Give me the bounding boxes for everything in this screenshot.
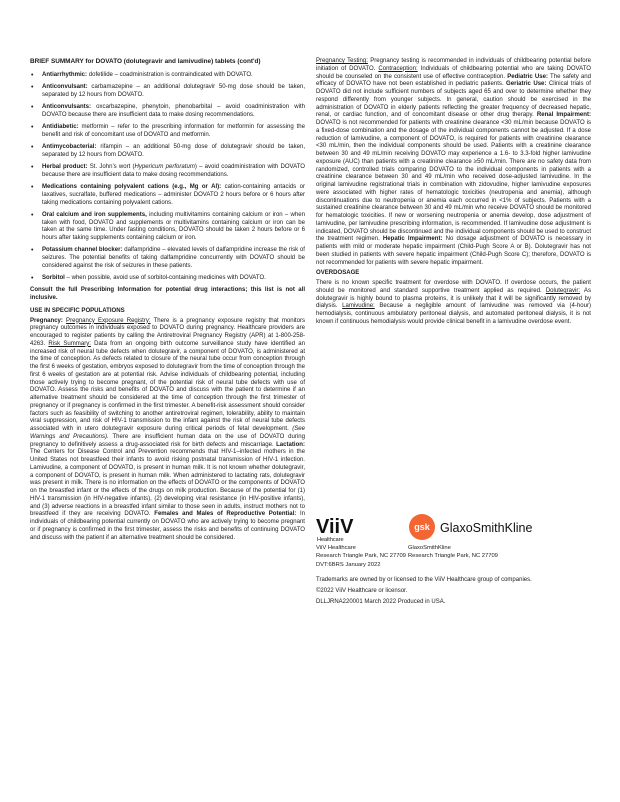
list-item — [30, 275, 305, 283]
geriatric-text: Clinical trials of DOVATO did not include sufficient numbers of subjects aged 65 and over to determine whether they respond differently from younger subjects. In general, caution should be exercised in the administration of DOVATO in elderly patients reflecting the greater frequency of decreased hepatic, renal, or cardiac function, and of concomitant disease or other drug therapy. — [316, 81, 591, 119]
gsk-address-line2: Research Triangle Park, NC 27709 — [408, 553, 498, 559]
item-name: Medications containing polyvalent cations (e.g., Mg or Al): — [42, 184, 222, 190]
item-name: Potassium channel blocker: — [42, 247, 123, 254]
risk-italic: (See Warnings and Precautions). — [30, 426, 305, 440]
viiv-logo-text: ViiV — [316, 516, 354, 538]
overdosage-heading: OVERDOSAGE — [316, 270, 360, 277]
legal-footer — [316, 575, 596, 608]
summary-title: BRIEF SUMMARY for DOVATO (dolutegravir and lamivudine) tablets — [30, 58, 236, 65]
risk-text: Data from an ongoing birth outcome surveillance study have identified an increased risk of neural tube defects when dolutegravir, a component of DOVATO, is administered at the time of conception. As defects related to closure of the neural tube occur from conception through the first 6 weeks of gestation, embryos exposed to dolutegravir from the time of conception through the first 6 weeks of gestation are at potential risk. Advise individuals of childbearing potential, including those actively trying to become pregnant, of the potential risk of neural tube defects with use of DOVATO. Assess the risks and benefits of DOVATO and discuss with the patient to determine if an alternative treatment should be considered at the time of conception through the first trimester of pregnancy or if pregnancy is confirmed in the first trimester. A benefit-risk assessment should consider factors such as feasibility of switching to another antiretroviral regimen, tolerability, ability to maintain viral suppression, and risk of HIV-1 transmission to the infant against the risk of neural tube defects associated with in utero dolutegravir exposure during critical periods of fetal development. — [30, 340, 305, 432]
pediatric-text: The safety and efficacy of DOVATO have not been established in pediatric patients. — [316, 73, 591, 88]
item-name: Sorbitol — [42, 275, 65, 281]
gsk-address — [408, 544, 528, 560]
list-item — [30, 212, 305, 243]
hepatic-label: Hepatic Impairment: — [382, 236, 443, 243]
summary-header — [30, 58, 305, 66]
list-item — [30, 124, 305, 140]
preg-testing-label: Pregnancy Testing: — [316, 58, 368, 64]
renal-text: DOVATO is not recommended for patients with creatinine clearance <30 mL/min because DOVATO is a fixed-dose combination and the dosage of the individual components cannot be adjusted. If a dose reduction of lamivudine, a component of DOVATO, is required for patients with creatinine clearance <30 mL/min, then the individual components should be used. Patients with a creatinine clearance between 30 and 49 mL/min receiving DOVATO may experience a 1.6- to 3.3-fold higher lamivudine exposure (AUC) than patients with a creatinine clearance ≥50 mL/min. There are no safety data from randomized, controlled trials comparing DOVATO to the individual components in patients with a creatinine clearance between 30 and 49 mL/min who received dose-adjusted lamivudine. In the original lamivudine registrational trials in combination with zidovudine, higher lamivudine exposures were associated with higher rates of hematologic toxicities (neutropenia and anemia), although discontinuations due to neutropenia or anemia each occurred in <1% of subjects. Patients with a sustained creatinine clearance between 30 and 49 mL/min who receive DOVATO should be monitored for hematologic toxicities. If new or worsening neutropenia or anemia develop, dose adjustment of lamivudine, per lamivudine prescribing information, is recommended. If lamivudine dose adjustment is indicated, DOVATO should be discontinued and the individual components should be used to construct the treatment regimen. — [316, 120, 591, 243]
item-text: rifampin – an additional 50-mg dose of dolutegravir should be taken, separated by 12 hours from DOVATO. — [42, 144, 305, 158]
item-text-pre: St. John’s wort ( — [89, 164, 135, 170]
item-name: Antiarrhythmic: — [42, 71, 88, 78]
viiv-logo — [316, 514, 386, 544]
list-item — [30, 84, 305, 100]
gsk-logo — [408, 514, 588, 542]
left-column — [30, 58, 305, 542]
contraception-text: Individuals of childbearing potential who are taking DOVATO should be counseled on the consistent use of effective contraception. — [316, 65, 591, 80]
registry-label: Pregnancy Exposure Registry: — [66, 317, 151, 324]
list-item — [30, 104, 305, 120]
item-name: Oral calcium and iron supplements, — [42, 211, 147, 218]
gsk-logo-name: GlaxoSmithKline — [440, 521, 533, 535]
item-text: cation-containing antacids or laxatives, sucralfate, buffered medications – administer DOVATO 2 hours before or 6 hours after taking medications containing polyvalent cations. — [42, 184, 305, 206]
item-text: dalfampridine – elevated levels of dalfampridine increase the risk of seizures. The potential benefits of taking dalfampridine concurrently with DOVATO should be considered against the risk of seizures in these patients. — [42, 247, 305, 269]
item-text: including multivitamins containing calcium or iron – when taken with food, DOVATO and supplements or multivitamins containing calcium or iron can be taken at the same time. Under fasting conditions, DOVATO should be taken 2 hours before or 6 hours after taking supplements containing calcium or iron. — [42, 211, 305, 241]
job-code-text: DLLJRNA220001 March 2022 Produced in USA. — [316, 599, 446, 605]
item-text: carbamazepine – an additional dolutegravir 50-mg dose should be taken, separated by 12 hours from DOVATO. — [42, 84, 305, 98]
risk-label: Risk Summary: — [48, 340, 91, 347]
interaction-list — [30, 72, 305, 283]
item-name: Antimycobacterial: — [42, 144, 97, 150]
lactation-label: Lactation: — [276, 441, 305, 448]
viiv-logo-sub: Healthcare — [317, 537, 344, 543]
item-text: dofetilide – coadministration is contraindicated with DOVATO. — [88, 71, 253, 78]
copyright-text: ©2022 ViiV Healthcare or licensor. — [316, 588, 408, 594]
viiv-address-line1: ViiV Healthcare — [316, 545, 356, 551]
hepatic-text: No dosage adjustment of DOVATO is necessary in patients with mild or moderate hepatic impairment (Child-Pugh Score A or B). Dolutegravir has not been studied in patients with severe hepatic impairment (Child-Pugh Score C); therefore, DOVATO is not recommended for patients with severe hepatic impairment. — [316, 236, 591, 266]
item-name: Antidiabetic: — [42, 124, 79, 130]
pregnancy-label: Pregnancy: — [30, 317, 63, 324]
list-item — [30, 144, 305, 160]
gsk-address-line1: GlaxoSmithKline — [408, 545, 451, 551]
item-text: oxcarbazepine, phenytoin, phenobarbital – avoid coadministration with DOVATO because there are insufficient data to make dosing recommendations. — [42, 104, 305, 118]
registry-text: There is a pregnancy exposure registry that monitors pregnancy outcomes in individuals exposed to DOVATO during pregnancy. Healthcare providers are encouraged to register patients by calling the Antiretroviral Pregnancy Registry (APR) at 1-800-258-4263. — [30, 317, 306, 347]
females-text: In individuals of childbearing potential currently on DOVATO who are actively trying to become pregnant or if pregnancy is confirmed in the first trimester, assess the risks and benefits of continuing DOVATO and discuss with the patient if an alternative treatment should be considered. — [30, 511, 306, 541]
geriatric-label: Geriatric Use: — [506, 81, 547, 88]
preg-testing-text: Pregnancy testing is recommended in individuals of childbearing potential before initiation of DOVATO. — [316, 58, 591, 72]
summary-cont: (cont'd) — [237, 58, 261, 65]
item-italic: Hypericum perforatum — [134, 164, 195, 170]
renal-label: Renal Impairment: — [536, 112, 591, 119]
item-text: metformin – refer to the prescribing information for metformin for assessing the benefit and risk of concomitant use of DOVATO and metformin. — [42, 124, 305, 138]
lamivudine-label: Lamivudine: — [342, 303, 375, 310]
pediatric-label: Pediatric Use: — [507, 73, 548, 80]
viiv-address-line2: Research Triangle Park, NC 27709 — [316, 553, 406, 559]
right-paragraph — [316, 58, 591, 267]
section-heading: USE IN SPECIFIC POPULATIONS — [30, 307, 125, 314]
lamivudine-text: Because a negligible amount of lamivudine was removed via (4-hour) hemodialysis, continuous ambulatory peritoneal dialysis, and automated peritoneal dialysis, it is not known if continuous hemodialysis would provide clinical benefit in a lamivudine overdose event. — [316, 303, 592, 325]
dolutegravir-label: Dolutegravir: — [545, 287, 581, 294]
gsk-logo-mark: gsk — [414, 522, 430, 532]
overdosage-text: There is no known specific treatment for overdose with DOVATO. If overdose occurs, the patient should be monitored and standard supportive treatment applied as required. — [316, 280, 591, 294]
females-label: Females and Males of Reproductive Potential: — [154, 511, 297, 518]
item-name: Herbal product: — [42, 164, 88, 170]
overdosage-paragraph — [316, 280, 591, 327]
list-item — [30, 72, 305, 80]
list-item — [30, 184, 305, 207]
list-item — [30, 247, 305, 270]
dolutegravir-text: As dolutegravir is highly bound to plasma proteins, it is unlikely that it will be significantly removed by dialysis. — [316, 287, 591, 310]
item-text: – when possible, avoid use of sorbitol-containing medicines with DOVATO. — [66, 275, 266, 281]
item-name: Anticonvulsants: — [42, 104, 92, 110]
item-name: Anticonvulsant: — [42, 84, 88, 90]
pregnancy-paragraph — [30, 318, 305, 543]
right-column — [316, 58, 591, 327]
trademark-text: Trademarks are owned by or licensed to the ViiV Healthcare group of companies. — [316, 577, 532, 583]
viiv-address — [316, 544, 406, 560]
lactation-text: The Centers for Disease Control and Prevention recommends that HIV-1–infected mothers in the United States not breastfeed their infants to avoid risking postnatal transmission of HIV-1 infection. Lamivudine, a component of DOVATO, is present in human milk. It is not known whether dolutegravir, a component of DOVATO, is present in human milk. When administered to lactating rats, dolutegravir was present in milk. There is no information on the effects of DOVATO or the components of DOVATO on the breastfed infant or the effects of the drugs on milk production. Because of the potential for (1) HIV-1 transmission (in HIV-negative infants), (2) developing viral resistance (in HIV-positive infants), and (3) adverse reactions in a breastfed infant similar to those seen in adults, instruct mothers not to breastfeed if they are receiving DOVATO. — [30, 449, 305, 518]
list-item — [30, 164, 305, 180]
risk-text2: There are insufficient human data on the use of DOVATO during pregnancy to definitively assess a drug-associated risk for birth defects and miscarriage. — [30, 433, 305, 448]
consult-note: Consult the full Prescribing Information for potential drug interactions; this list is not all inclusive. — [30, 287, 305, 301]
document-code: DVT:6BRS January 2022 — [316, 562, 381, 568]
item-text: ) – avoid coadministration with DOVATO because there are insufficient data to make dosing recommendations. — [42, 164, 306, 178]
contraception-label: Contraception: — [378, 65, 418, 72]
